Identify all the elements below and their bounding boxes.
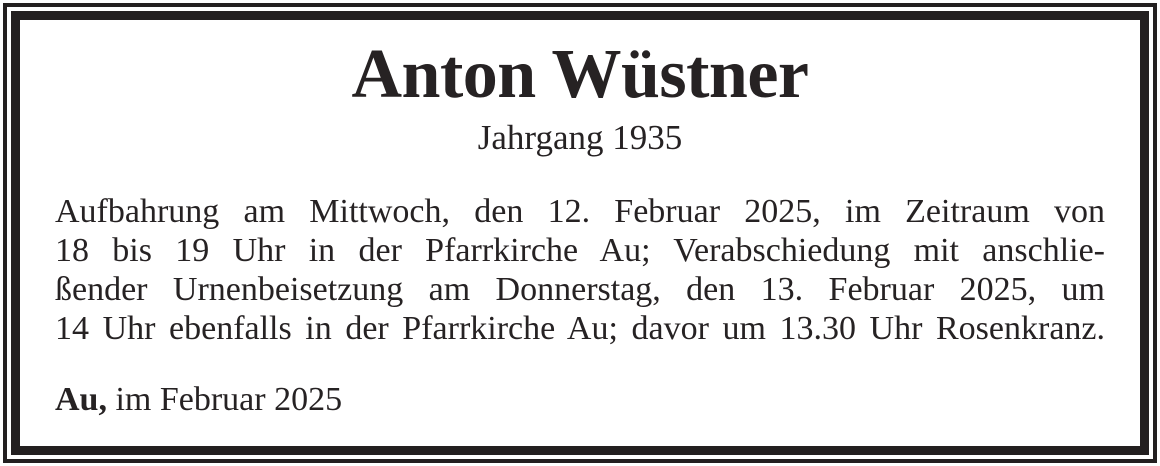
funeral-details-paragraph [55,192,1105,348]
birth-year-subtitle: Jahrgang 1935 [477,118,683,157]
notice-content [20,20,1140,446]
body-line: Aufbahrung am Mittwoch, den 12. Februar 2025, im Zeitraum von [55,193,1105,230]
body-line: 14 Uhr ebenfalls in der Pfarrkirche Au; davor um 13.30 Uhr Rosenkranz. [55,310,1105,347]
inner-border-rule [11,11,1149,455]
date-label: im Februar 2025 [115,381,343,418]
body-line: ßender Urnenbeisetzung am Donnerstag, den 13. Februar 2025, um [55,271,1105,308]
deceased-name-title: Anton Wüstner [351,36,809,113]
body-line: 18 bis 19 Uhr in der Pfarrkirche Au; Verabschiedung mit anschlie- [55,232,1105,269]
place-label: Au, [55,381,107,418]
place-date-line [55,380,1105,420]
